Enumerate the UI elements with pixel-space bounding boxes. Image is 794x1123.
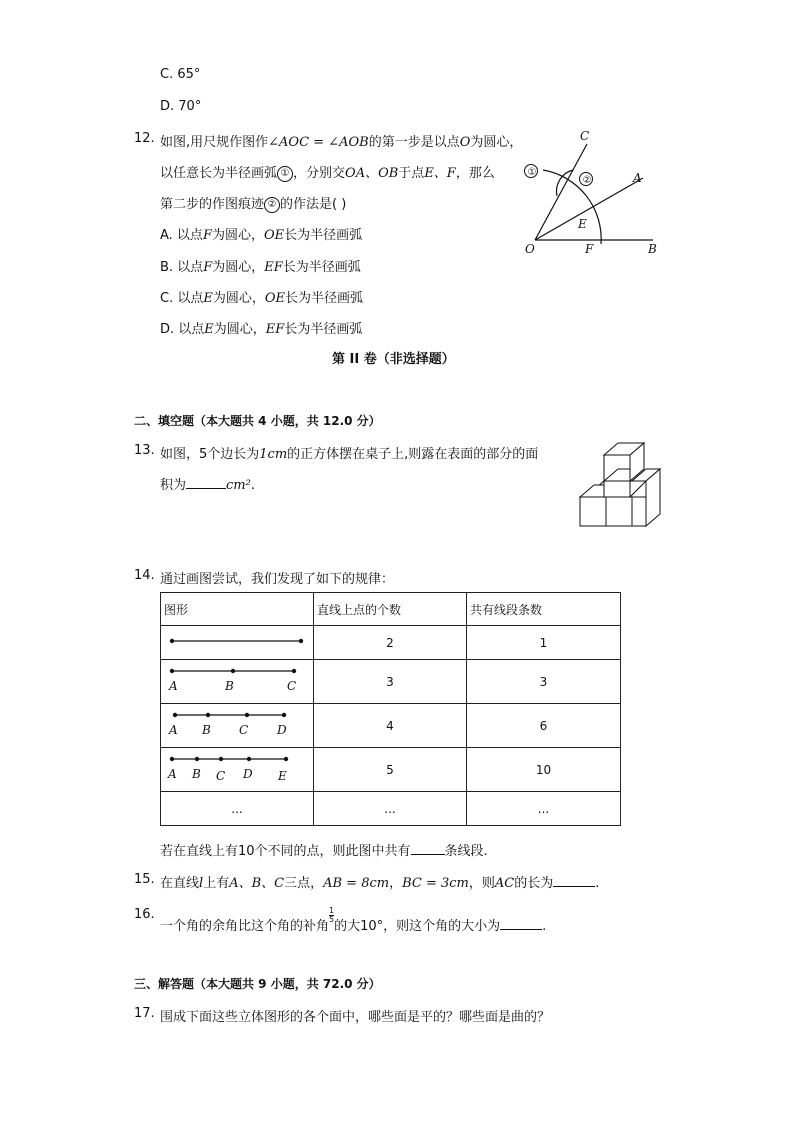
- point-label: A: [167, 767, 177, 781]
- question-12-line-1: [160, 131, 522, 150]
- point-label: C: [286, 679, 296, 693]
- fraction-denominator: 5: [329, 915, 335, 924]
- math-segment: EF: [265, 322, 285, 337]
- table-row: [161, 792, 621, 826]
- label-a: A: [633, 171, 642, 185]
- segments-cell: 1: [467, 626, 621, 660]
- point-label: B: [224, 679, 234, 693]
- text: 为圆心，: [212, 260, 265, 275]
- text: 的作法是( ): [280, 197, 347, 212]
- figure-cell: [161, 660, 314, 704]
- figure-cell: [161, 704, 314, 748]
- label-b: B: [648, 242, 657, 256]
- math-line: l: [199, 876, 204, 891]
- table-row: [161, 660, 621, 704]
- option-b: [160, 256, 361, 275]
- question-14-intro: 通过画图尝试，我们发现了如下的规律：: [160, 572, 395, 587]
- circle-label-one: ①: [527, 167, 537, 178]
- points-cell: ...: [314, 792, 467, 826]
- segments-cell: ...: [467, 792, 621, 826]
- figure-cell: ...: [161, 792, 314, 826]
- text: 在直线: [160, 876, 200, 891]
- text: 的正方体摆在桌子上,则露在表面的部分的面: [287, 447, 539, 462]
- points-cell: 5: [314, 748, 467, 792]
- text: .: [542, 919, 547, 934]
- question-number: 17.: [134, 1006, 155, 1021]
- section-heading: [134, 975, 381, 992]
- text: 如图,用尺规作图作: [160, 135, 269, 150]
- math-segment: OE: [263, 228, 285, 243]
- table-row: [161, 748, 621, 792]
- text: 如图，5个边长为: [160, 447, 260, 462]
- option-d: [160, 318, 362, 337]
- label-c: C: [580, 129, 590, 143]
- question-number: 14.: [134, 568, 155, 583]
- text: B. 以点: [160, 260, 204, 275]
- math-points: E、F: [424, 166, 456, 181]
- question-number: 13.: [134, 443, 155, 458]
- text: 的大10°，则这个角的大小为: [334, 919, 501, 934]
- text: 一个角的余角比这个角的补角: [160, 919, 330, 934]
- text: 为圆心，: [213, 322, 266, 337]
- math-rays: OA、OB: [345, 166, 399, 181]
- segments-cell: 10: [467, 748, 621, 792]
- table-header: 共有线段条数: [467, 593, 621, 626]
- line-five-points: [165, 750, 310, 786]
- text: 长为半径画弧: [282, 260, 361, 275]
- label-e: E: [578, 217, 587, 231]
- text: 为圆心，: [212, 291, 265, 306]
- math-segment: OE: [264, 291, 286, 306]
- point-label: C: [215, 769, 225, 783]
- table-header: 图形: [161, 593, 314, 626]
- text: 分）: [352, 414, 381, 428]
- section-heading: [134, 412, 381, 429]
- line-four-points: [165, 706, 310, 742]
- text: 长为半径画弧: [284, 228, 363, 243]
- text: 的第一步是以点: [368, 135, 460, 150]
- text: 长为半径画弧: [284, 322, 363, 337]
- text: 积为: [160, 478, 187, 493]
- circle-label-two: ②: [582, 175, 592, 186]
- text: 长为半径画弧: [285, 291, 364, 306]
- fraction-numerator: 1: [329, 906, 335, 915]
- math-angle: ∠AOC = ∠AOB: [268, 135, 369, 150]
- circled-one: ①: [277, 166, 293, 182]
- circled-two: ②: [264, 197, 280, 213]
- text: 为圆心，: [470, 135, 523, 150]
- text: 三点，: [284, 876, 324, 891]
- option-c: C. 65°: [160, 67, 201, 82]
- point-label: A: [168, 679, 178, 693]
- cubes-figure: [576, 440, 666, 532]
- option-a: [160, 224, 362, 243]
- question-number: 15.: [134, 872, 155, 887]
- math-point: E: [204, 322, 214, 337]
- label-f: F: [585, 242, 594, 256]
- figure-cell: [161, 748, 314, 792]
- point-label: D: [276, 723, 287, 737]
- line-three-points: [165, 662, 310, 698]
- text: 三、解答题（本大题共 9 小题，共: [134, 977, 323, 991]
- segments-cell: 6: [467, 704, 621, 748]
- table-header: 直线上点的个数: [314, 593, 467, 626]
- math-point: E: [203, 291, 213, 306]
- math-segment: EF: [264, 260, 283, 275]
- angle-construction-figure: [515, 122, 665, 262]
- point-label: B: [201, 723, 211, 737]
- text: ，则: [468, 876, 495, 891]
- text: ，分别交: [293, 166, 346, 181]
- label-o: O: [525, 242, 535, 256]
- text: A. 以点: [160, 228, 203, 243]
- table-row: [161, 626, 621, 660]
- answer-blank[interactable]: [553, 886, 595, 887]
- answer-blank[interactable]: [500, 929, 542, 930]
- points-cell: 2: [314, 626, 467, 660]
- text: 上有: [203, 876, 230, 891]
- text: 条线段.: [444, 844, 488, 859]
- question-15-text: [160, 872, 599, 891]
- rule-table: [160, 592, 621, 826]
- question-12-line-3: [160, 193, 346, 213]
- line-two-points: [165, 631, 310, 651]
- question-13-line-1: [160, 443, 538, 462]
- question-number: 16.: [134, 907, 155, 922]
- segments-cell: 3: [467, 660, 621, 704]
- answer-blank[interactable]: [186, 488, 226, 489]
- point-label: D: [242, 767, 253, 781]
- text: 以任意长为半径画弧: [160, 166, 278, 181]
- point-label: E: [277, 769, 287, 783]
- answer-blank[interactable]: [411, 854, 445, 855]
- point-label: C: [238, 723, 248, 737]
- part-title: 第 II 卷（非选择题）: [332, 352, 455, 367]
- math-unit: cm²: [226, 478, 251, 493]
- text: .: [250, 478, 255, 493]
- question-14-followup: [160, 840, 488, 859]
- text: .: [595, 876, 600, 891]
- points-cell: 4: [314, 704, 467, 748]
- option-c: [160, 287, 363, 306]
- text: C. 以点: [160, 291, 204, 306]
- text: ，: [389, 876, 403, 891]
- math-equation: AB = 8cm: [323, 876, 390, 891]
- point-label: A: [168, 723, 178, 737]
- option-d: D. 70°: [160, 99, 202, 114]
- text: D. 以点: [160, 322, 205, 337]
- math-unit: 1cm: [259, 447, 288, 462]
- math-segment: AC: [494, 876, 515, 891]
- question-16-text: [160, 907, 546, 934]
- math-point: O: [459, 135, 471, 150]
- math-point: F: [202, 228, 212, 243]
- table-row: [161, 704, 621, 748]
- question-13-line-2: [160, 474, 255, 493]
- question-12-line-2: [160, 162, 495, 182]
- points-cell: 3: [314, 660, 467, 704]
- text: 的长为: [514, 876, 554, 891]
- text: 分）: [352, 977, 381, 991]
- score: 72.0: [322, 977, 353, 991]
- figure-cell: [161, 626, 314, 660]
- text: ，那么: [455, 166, 495, 181]
- question-17-text: 围成下面这些立体图形的各个面中，哪些面是平的？哪些面是曲的？: [160, 1010, 551, 1025]
- math-points: A、B、C: [229, 876, 285, 891]
- math-point: F: [203, 260, 213, 275]
- table-header-row: [161, 593, 621, 626]
- question-number: 12.: [134, 131, 155, 146]
- text: 若在直线上有10个不同的点，则此图中共有: [160, 844, 411, 859]
- text: 于点: [398, 166, 425, 181]
- score: 12.0: [322, 414, 353, 428]
- text: 二、填空题（本大题共 4 小题，共: [134, 414, 323, 428]
- point-label: B: [191, 767, 201, 781]
- math-equation: BC = 3cm: [402, 876, 469, 891]
- text: 为圆心，: [211, 228, 264, 243]
- text: 第二步的作图痕迹: [160, 197, 265, 212]
